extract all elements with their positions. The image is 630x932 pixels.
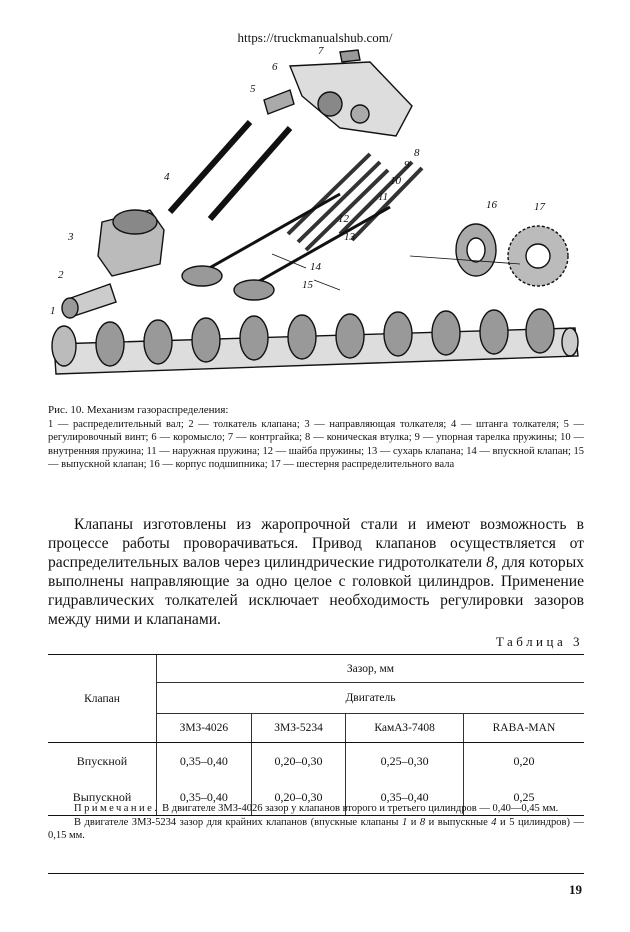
note-2-ref: 4 [491,816,497,828]
label-11: 11 [378,191,389,203]
caption-item: 16 — корпус подшипника; [149,459,268,470]
caption-title: Рис. 10. Механизм газораспределения: [48,404,229,416]
note-2-ref: 1 [401,816,408,828]
table-cell: 0,35–0,40 [346,779,464,816]
label-5: 5 [250,83,256,95]
figure-caption [48,404,584,472]
note-1-text: В двигателе ЗМЗ-4026 зазор у клапанов второго и третьего цилиндров — 0,40—0,45 мм. [159,803,559,814]
note-label: Примечание. [74,803,160,814]
caption-item: 5 — регулировочный винт; [48,418,585,443]
note-2-text: и [407,816,420,828]
caption-item: 14 — впускной клапан; [466,445,571,457]
table-cell: 0,20 [463,743,584,780]
engine-header: ЗМЗ-4026 [157,714,252,743]
row-valve-label: Впускной [76,753,128,768]
note-2-text: и 5 цилиндров) — 0,15 мм. [48,816,584,841]
body-text-ref: 8 [486,554,495,571]
engine-header: RABA-MAN [463,714,584,743]
col-header-valve: Клапан [48,655,157,743]
caption-item: 12 — шайба пружины; [262,445,365,457]
caption-item: 4 — штанга толкателя; [450,418,560,430]
note-2-text: и выпускные [425,816,492,828]
body-text-part1: Клапаны изготовлены из жаропрочной стали и имеют возможность в процессе работы проворачиваться. Привод клапанов осуществляется от распределительных валов через цилиндрические гидротолкатели [48,516,584,571]
label-16: 16 [486,199,497,211]
body-paragraph [48,515,584,629]
caption-item: 11 — наружная пружина; [146,445,260,457]
engine-header: ЗМЗ-5234 [251,714,346,743]
table-cell: 0,35–0,40 [157,743,252,780]
caption-item: 13 — сухарь клапана; [366,445,464,457]
caption-item: 6 — коромысло; [151,432,225,443]
label-13: 13 [344,231,355,243]
table-row [48,743,584,780]
label-1: 1 [50,305,56,317]
note-1 [48,802,584,816]
note-2-text: В двигателе ЗМЗ-5234 зазор для крайних клапанов (впускные клапаны [74,816,402,828]
label-8: 8 [414,147,420,159]
caption-items [48,418,584,472]
label-3: 3 [68,231,74,243]
label-7: 7 [318,45,324,57]
label-14: 14 [310,261,321,273]
label-4: 4 [164,171,170,183]
caption-item: 10 — внутренняя пружина; [48,432,585,457]
row-valve-label: Выпускной [48,779,157,816]
label-15: 15 [302,279,313,291]
col-header-engine: Двигатель [157,683,585,714]
table-cell: 0,35–0,40 [157,779,252,816]
table-notes [48,802,584,843]
label-12: 12 [338,213,349,225]
page-number: 19 [569,882,582,897]
body-text-part2: , для которых выполнены направляющие за одно целое с головкой цилиндров. Применение гидравлических толкателей исключает необходимость регулировки зазоров между ними и клапанами. [48,554,584,628]
caption-item: 1 — распределительный вал; [48,418,184,430]
caption-item: 3 — направляющая толкателя; [304,418,447,430]
caption-item: 2 — толкатель клапана; [188,418,300,430]
label-2: 2 [58,269,64,281]
clearance-table [48,654,584,816]
label-9: 9 [404,159,410,171]
caption-item: 7 — контргайка; [227,432,303,443]
table-cell: 0,25–0,30 [346,743,464,780]
camshaft-drawing [52,309,578,374]
label-10: 10 [390,175,401,187]
source-url[interactable]: https://truckmanualshub.com/ [237,30,393,45]
engine-header: КамАЗ-7408 [346,714,464,743]
caption-item: 8 — коническая втулка; [305,432,412,443]
label-6: 6 [272,61,278,73]
caption-item: 15 — выпускной клапан; [48,445,585,470]
label-17: 17 [534,201,545,213]
caption-item: 17 — шестерня распределительного вала [270,459,455,470]
table-cell: 0,20–0,30 [251,779,346,816]
note-2 [48,816,584,843]
col-header-gap: Зазор, мм [157,655,585,683]
table-cell: 0,25 [463,779,584,816]
valve-mechanism-illustration [40,44,600,396]
table-cell: 0,20–0,30 [251,743,346,780]
note-2-ref: 8 [419,816,426,828]
caption-item: 9 — упорная тарелка пружины; [414,432,558,443]
table-title: Таблица 3 [495,634,583,649]
footer-rule [48,873,584,874]
